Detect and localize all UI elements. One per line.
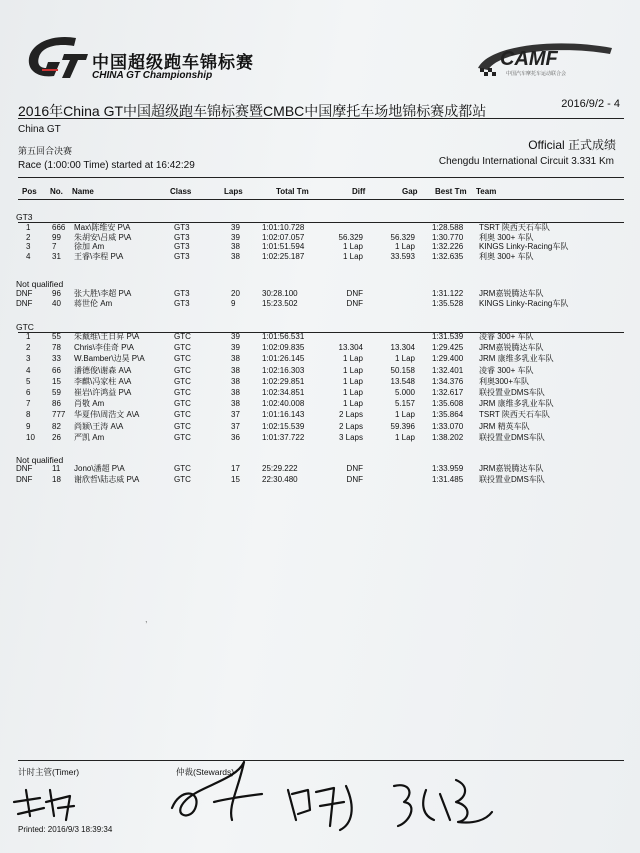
cell-no: 18 <box>52 474 61 484</box>
cell-no: 26 <box>52 432 61 442</box>
cell-total-time: 1:02:07.057 <box>262 232 305 242</box>
cell-gap: 1 Lap <box>394 432 415 442</box>
cell-best-time: 1:33.070 <box>432 421 464 431</box>
cell-best-time: 1:32.635 <box>432 251 464 261</box>
cell-diff: DNF <box>346 298 363 308</box>
cell-team: 联投置业DMS车队 <box>479 388 545 397</box>
cell-class: GTC <box>174 474 191 484</box>
table-row <box>0 399 640 409</box>
camf-logo-icon <box>470 38 620 84</box>
cell-pos: DNF <box>16 298 33 308</box>
cell-total-time: 22:30.480 <box>262 474 298 484</box>
cell-class: GTC <box>174 332 191 341</box>
cell-laps: 38 <box>231 251 240 261</box>
col-no: No. <box>50 187 63 196</box>
cell-laps: 38 <box>231 354 240 364</box>
cell-class: GTC <box>174 399 191 409</box>
cell-diff: DNF <box>346 474 363 484</box>
signatures-icon <box>0 750 640 850</box>
cell-team: JRM 康维多乳业车队 <box>479 354 554 364</box>
col-name: Name <box>72 187 94 196</box>
cell-no: 40 <box>52 298 61 308</box>
cell-total-time: 1:01:10.728 <box>262 223 305 232</box>
table-row <box>0 422 640 432</box>
timer-label: 计时主管(Timer) <box>18 767 80 777</box>
cell-best-time: 1:29.425 <box>432 343 464 353</box>
cell-diff: DNF <box>346 289 363 298</box>
cell-total-time: 1:01:37.722 <box>262 432 305 442</box>
cell-no: 82 <box>52 421 61 431</box>
cell-team: JRM嘉锐腾达车队 <box>479 289 544 298</box>
cell-pos: 4 <box>26 251 31 261</box>
cell-laps: 39 <box>231 332 240 341</box>
cell-best-time: 1:33.959 <box>432 464 464 473</box>
cell-best-time: 1:31.539 <box>432 332 464 341</box>
cell-pos: 1 <box>26 223 31 232</box>
round-label: 第五回合决赛 <box>18 146 73 156</box>
cell-team: 利奥 300+ 车队 <box>479 251 534 261</box>
cell-total-time: 1:01:51.594 <box>262 242 305 252</box>
cell-team: JRM 精英车队 <box>479 421 530 431</box>
cell-best-time: 1:30.770 <box>432 232 464 242</box>
cell-laps: 37 <box>231 410 240 420</box>
cell-gap: 33.593 <box>390 251 415 261</box>
cell-name: 朱戴维\王日昇 P\A <box>74 332 140 341</box>
cell-class: GTC <box>174 388 191 397</box>
cell-class: GTC <box>174 365 191 375</box>
col-class: Class <box>170 187 192 196</box>
cell-gap: 1 Lap <box>394 410 415 420</box>
cell-no: 11 <box>52 464 61 473</box>
cell-no: 777 <box>52 410 66 420</box>
event-title: 2016年China GT中国超级跑车锦标赛暨CMBC中国摩托车场地锦标赛成都站 <box>18 103 487 119</box>
cell-team: TSRT 陕西天石车队 <box>479 223 550 232</box>
cell-class: GT3 <box>174 251 190 261</box>
cell-no: 666 <box>52 223 66 232</box>
cell-total-time: 1:02:15.539 <box>262 421 305 431</box>
cell-laps: 15 <box>231 474 240 484</box>
cell-diff: 13.304 <box>338 343 363 353</box>
cell-diff: 1 Lap <box>342 388 363 397</box>
table-row <box>0 388 640 398</box>
section-gt3: GT3 <box>16 212 33 222</box>
cell-team: TSRT 陕西天石车队 <box>479 410 550 420</box>
cell-pos: DNF <box>16 474 33 484</box>
cell-team: KINGS Linky-Racing车队 <box>479 298 569 308</box>
cell-name: 张大胜\李超 P\A <box>74 289 132 298</box>
cell-name: Max\陈维安 P\A <box>74 223 131 232</box>
circuit-info: Chengdu International Circuit 3.331 Km <box>438 156 614 167</box>
cell-class: GT3 <box>174 232 190 242</box>
cell-laps: 36 <box>231 432 240 442</box>
cell-total-time: 1:01:56.531 <box>262 332 305 341</box>
cell-total-time: 1:02:34.851 <box>262 388 305 397</box>
divider <box>18 177 624 178</box>
table-row <box>0 332 640 342</box>
cell-total-time: 1:02:40.008 <box>262 399 305 409</box>
cell-diff: 56.329 <box>338 232 363 242</box>
cell-total-time: 1:02:09.835 <box>262 343 305 353</box>
cell-name: 徐加 Am <box>74 242 105 252</box>
cell-name: 谢欣哲\陆志威 P\A <box>74 474 140 484</box>
cell-gap: 5.000 <box>394 388 415 397</box>
race-info: Race (1:00:00 Time) started at 16:42:29 <box>18 160 195 171</box>
cell-pos: 9 <box>26 421 31 431</box>
cell-no: 86 <box>52 399 61 409</box>
cell-team: 凌睿 300+ 车队 <box>479 332 534 341</box>
official-label: Official 正式成绩 <box>528 138 616 152</box>
cell-name: 严凯 Am <box>74 432 105 442</box>
section-gtc: GTC <box>16 322 34 332</box>
cell-gap: 5.157 <box>394 399 415 409</box>
cell-name: W.Bamber\边昊 P\A <box>74 354 145 364</box>
cell-best-time: 1:31.485 <box>432 474 464 484</box>
cell-pos: 2 <box>26 343 31 353</box>
table-row <box>0 343 640 353</box>
col-total: Total Tm <box>276 187 309 196</box>
divider <box>18 118 624 119</box>
cell-class: GTC <box>174 421 191 431</box>
col-pos: Pos <box>22 187 37 196</box>
cell-no: 96 <box>52 289 61 298</box>
cell-laps: 39 <box>231 223 240 232</box>
cell-total-time: 15:23.502 <box>262 298 298 308</box>
cell-laps: 20 <box>231 289 240 298</box>
table-row <box>0 299 640 309</box>
section-gt3-not-qualified: Not qualified <box>16 279 64 289</box>
cell-pos: DNF <box>16 289 33 298</box>
cell-total-time: 1:01:16.143 <box>262 410 305 420</box>
cell-pos: 3 <box>26 354 31 364</box>
cell-laps: 38 <box>231 399 240 409</box>
cell-laps: 9 <box>231 298 236 308</box>
cell-no: 7 <box>52 242 57 252</box>
cell-total-time: 30:28.100 <box>262 289 298 298</box>
china-gt-logo-subtitle: CHINA GT Championship <box>92 70 213 81</box>
camf-logo-text: CAMF <box>500 48 558 70</box>
col-gap: Gap <box>402 187 418 196</box>
cell-pos: 8 <box>26 410 31 420</box>
cell-team: KINGS Linky-Racing车队 <box>479 242 569 252</box>
cell-pos: 2 <box>26 232 31 242</box>
cell-diff: 1 Lap <box>342 242 363 252</box>
cell-class: GTC <box>174 432 191 442</box>
table-row <box>0 242 640 252</box>
cell-best-time: 1:32.617 <box>432 388 464 397</box>
cell-gap: 1 Lap <box>394 242 415 252</box>
cell-pos: 6 <box>26 388 31 397</box>
cell-laps: 38 <box>231 365 240 375</box>
cell-name: 李麒\冯家柱 A\A <box>74 376 132 386</box>
cell-best-time: 1:35.864 <box>432 410 464 420</box>
page-mark: , <box>145 614 148 624</box>
cell-name: Jono\潘超 P\A <box>74 464 125 473</box>
china-gt-logo-icon <box>24 32 90 80</box>
cell-pos: 1 <box>26 332 31 341</box>
cell-diff: 1 Lap <box>342 354 363 364</box>
cell-class: GTC <box>174 354 191 364</box>
cell-name: 华夏伟\周浩文 A\A <box>74 410 140 420</box>
cell-no: 55 <box>52 332 61 341</box>
cell-diff: DNF <box>346 464 363 473</box>
event-date: 2016/9/2 - 4 <box>561 98 620 110</box>
cell-diff: 2 Laps <box>338 421 363 431</box>
camf-logo-subtitle: 中国汽车摩托车运动联合会 <box>506 71 567 77</box>
cell-class: GTC <box>174 343 191 353</box>
stewards-label: 仲裁(Stewards) <box>176 767 235 777</box>
cell-laps: 17 <box>231 464 240 473</box>
cell-team: JRM嘉锐腾达车队 <box>479 343 544 353</box>
col-diff: Diff <box>352 187 366 196</box>
table-row <box>0 410 640 420</box>
cell-name: 尚颖\王涛 A\A <box>74 421 124 431</box>
cell-pos: 10 <box>26 432 35 442</box>
cell-no: 59 <box>52 388 61 397</box>
cell-total-time: 1:02:29.851 <box>262 376 305 386</box>
cell-team: 联投置业DMS车队 <box>479 432 545 442</box>
cell-pos: 3 <box>26 242 31 252</box>
cell-diff: 1 Lap <box>342 251 363 261</box>
cell-class: GTC <box>174 376 191 386</box>
cell-class: GTC <box>174 464 191 473</box>
divider <box>18 199 624 200</box>
cell-class: GT3 <box>174 242 190 252</box>
cell-no: 33 <box>52 354 61 364</box>
table-row <box>0 289 640 299</box>
cell-best-time: 1:31.122 <box>432 289 464 298</box>
cell-class: GT3 <box>174 298 190 308</box>
cell-class: GT3 <box>174 289 190 298</box>
table-row <box>0 475 640 485</box>
cell-best-time: 1:32.226 <box>432 242 464 252</box>
cell-gap: 56.329 <box>390 232 415 242</box>
cell-name: 王睿\李程 P\A <box>74 251 124 261</box>
cell-team: JRM嘉锐腾达车队 <box>479 464 544 473</box>
cell-best-time: 1:35.608 <box>432 399 464 409</box>
section-gtc-not-qualified: Not qualified <box>16 455 64 465</box>
cell-laps: 39 <box>231 232 240 242</box>
table-row <box>0 433 640 443</box>
china-gt-logo-text: 中国超级跑车锦标赛 <box>92 53 254 72</box>
cell-team: 凌睿 300+ 车队 <box>479 365 534 375</box>
cell-pos: DNF <box>16 464 33 473</box>
cell-diff: 1 Lap <box>342 399 363 409</box>
cell-team: 利奥300+车队 <box>479 376 530 386</box>
cell-no: 31 <box>52 251 61 261</box>
cell-pos: 5 <box>26 376 31 386</box>
cell-total-time: 1:01:26.145 <box>262 354 305 364</box>
cell-name: 崔岩\许鸿益 P\A <box>74 388 132 397</box>
cell-no: 78 <box>52 343 61 353</box>
cell-class: GTC <box>174 410 191 420</box>
cell-gap: 1 Lap <box>394 354 415 364</box>
cell-gap: 13.304 <box>390 343 415 353</box>
printed-timestamp: Printed: 2016/9/3 18:39:34 <box>18 825 113 834</box>
cell-best-time: 1:35.528 <box>432 298 464 308</box>
cell-no: 66 <box>52 365 61 375</box>
col-best: Best Tm <box>435 187 467 196</box>
cell-best-time: 1:32.401 <box>432 365 464 375</box>
cell-best-time: 1:38.202 <box>432 432 464 442</box>
cell-team: 利奥 300+ 车队 <box>479 232 534 242</box>
series-name: China GT <box>18 124 61 135</box>
cell-name: 潘德俊\谢森 A\A <box>74 365 132 375</box>
cell-name: 肖敬 Am <box>74 399 105 409</box>
cell-pos: 7 <box>26 399 31 409</box>
cell-laps: 38 <box>231 388 240 397</box>
cell-gap: 50.158 <box>390 365 415 375</box>
cell-laps: 37 <box>231 421 240 431</box>
cell-name: 朱胡安\吕威 P\A <box>74 232 132 242</box>
cell-diff: 2 Laps <box>338 410 363 420</box>
cell-total-time: 1:02:25.187 <box>262 251 305 261</box>
table-row <box>0 464 640 474</box>
col-team: Team <box>476 187 497 196</box>
cell-laps: 39 <box>231 343 240 353</box>
table-row <box>0 354 640 364</box>
cell-pos: 4 <box>26 365 31 375</box>
col-laps: Laps <box>224 187 243 196</box>
table-row <box>0 252 640 262</box>
cell-best-time: 1:28.588 <box>432 223 464 232</box>
cell-diff: 3 Laps <box>338 432 363 442</box>
cell-laps: 38 <box>231 242 240 252</box>
cell-no: 99 <box>52 232 61 242</box>
cell-diff: 1 Lap <box>342 365 363 375</box>
table-row <box>0 366 640 376</box>
cell-total-time: 25:29.222 <box>262 464 298 473</box>
cell-best-time: 1:34.376 <box>432 376 464 386</box>
cell-team: JRM 康维多乳业车队 <box>479 399 554 409</box>
cell-class: GT3 <box>174 223 190 232</box>
cell-gap: 13.548 <box>390 376 415 386</box>
cell-name: 蒋世伦 Am <box>74 298 113 308</box>
table-row <box>0 223 640 233</box>
cell-no: 15 <box>52 376 61 386</box>
cell-diff: 1 Lap <box>342 376 363 386</box>
cell-gap: 59.396 <box>390 421 415 431</box>
cell-total-time: 1:02:16.303 <box>262 365 305 375</box>
cell-best-time: 1:29.400 <box>432 354 464 364</box>
cell-name: Chris\李佳奇 P\A <box>74 343 135 353</box>
cell-team: 联投置业DMS车队 <box>479 474 545 484</box>
table-row <box>0 377 640 387</box>
cell-laps: 38 <box>231 376 240 386</box>
